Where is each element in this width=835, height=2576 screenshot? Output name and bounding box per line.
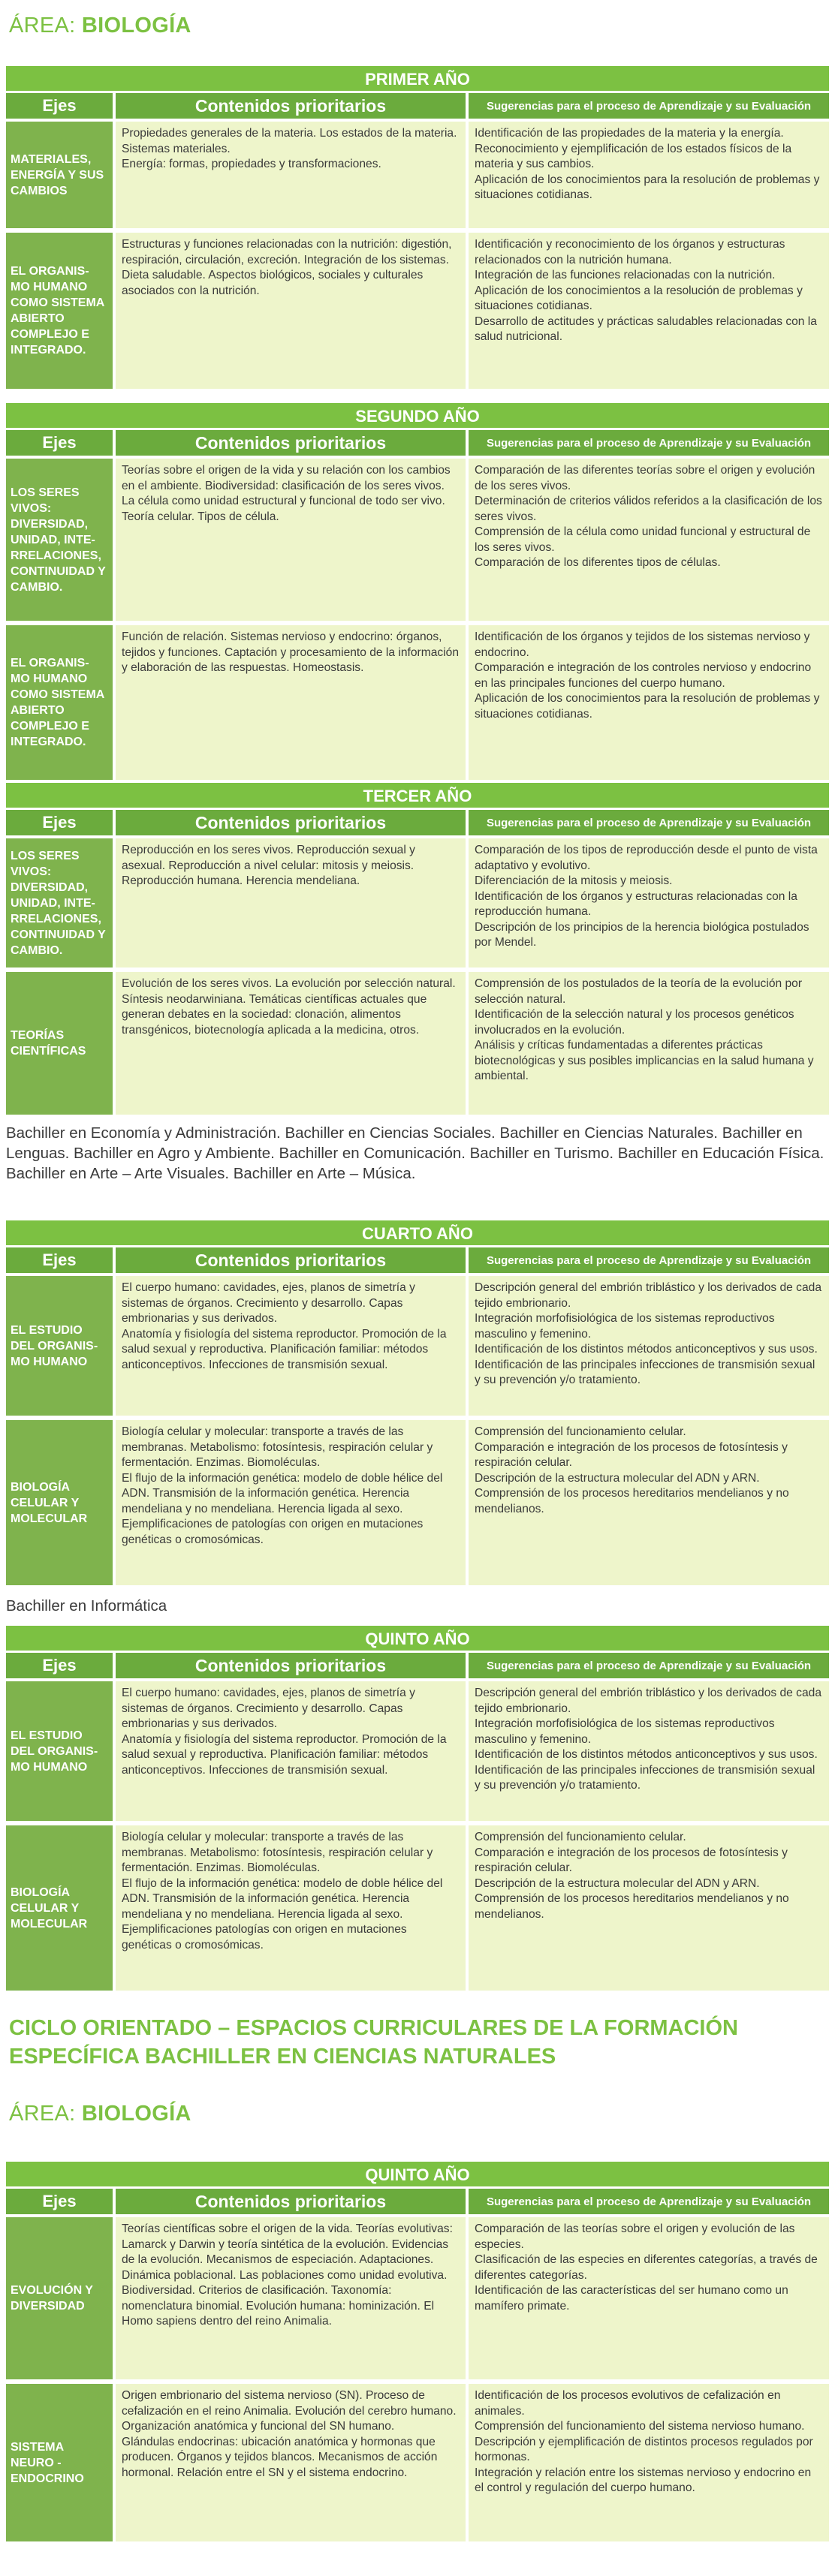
- contenido-text: Biodiversidad. Criterios de clasificación. Taxonomía: nomenclatura binomial. Evolución humana: hominización. El Homo sapiens dentro del reino Animalia.: [122, 2284, 435, 2328]
- sugerencia-text: Comparación e integración de los procesos de fotosíntesis y respiración celular.: [475, 1440, 788, 1469]
- eje-cell: EVOLUCIÓN Y DIVERSIDAD: [6, 2217, 116, 2379]
- sugerencia-text: Comparación de las teorías sobre el origen y evolución de las especies.: [475, 2222, 795, 2251]
- eje-cell: EL ESTUDIO DEL ORGANIS-MO HUMANO: [6, 1681, 116, 1821]
- sugerencias-cell: [469, 1276, 829, 1416]
- column-headers: [6, 2189, 829, 2217]
- column-headers: [6, 1247, 829, 1276]
- contenido-text: Anatomía y fisiología del sistema reproductor. Promoción de la salud sexual y reproductiva. Planificación familiar: métodos anticonceptivos. Infecciones de transmisión sexual.: [122, 1732, 447, 1777]
- eje-cell: BIOLOGÍA CELULAR Y MOLECULAR: [6, 1825, 116, 1991]
- column-header-ejes: Ejes: [6, 1247, 116, 1273]
- column-header-sugerencias: Sugerencias para el proceso de Aprendizaje y su Evaluación: [469, 2189, 829, 2214]
- sugerencias-cell: [469, 838, 829, 968]
- contenido-text: Energía: formas, propiedades y transformaciones.: [122, 158, 381, 170]
- sugerencia-text: Comparación de los tipos de reproducción desde el punto de vista adaptativo y evolutivo.: [475, 844, 818, 872]
- sugerencia-text: Integración de las funciones relacionadas con la nutrición.: [475, 269, 776, 281]
- sugerencia-text: Comprensión del funcionamiento del sistema nervioso humano.: [475, 2420, 805, 2433]
- sugerencia-text: Identificación de la selección natural y los procesos genéticos involucrados en la evolución.: [475, 1008, 794, 1037]
- table-cuarto-ano: [6, 1220, 829, 1585]
- contenidos-cell: [116, 459, 469, 621]
- sugerencia-text: Descripción general del embrión triblástico y los derivados de cada tejido embrionario.: [475, 1687, 821, 1715]
- column-header-contenidos: Contenidos prioritarios: [116, 2189, 469, 2214]
- column-headers: [6, 93, 829, 122]
- eje-cell: SISTEMA NEURO - ENDOCRINO: [6, 2384, 116, 2541]
- sugerencia-text: Descripción general del embrión triblástico y los derivados de cada tejido embrionario.: [475, 1281, 821, 1310]
- table-row: [6, 2217, 829, 2384]
- contenido-text: Evolución de los seres vivos. La evolución por selección natural. Síntesis neodarwiniana. Temáticas científicas actuales que generan debates en la sociedad: clonación, alimentos transgénicos, biotecnología aplicada a la medicina, otros.: [122, 977, 456, 1037]
- column-header-sugerencias: Sugerencias para el proceso de Aprendizaje y su Evaluación: [469, 430, 829, 456]
- table-tercer-ano: [6, 783, 829, 1115]
- sugerencia-text: Identificación de los órganos y estructuras relacionadas con la reproducción humana.: [475, 889, 797, 918]
- contenidos-cell: [116, 2384, 469, 2541]
- contenidos-cell: [116, 122, 469, 228]
- sugerencia-text: Identificación de las principales infecciones de transmisión sexual y su prevención y/o tratamiento.: [475, 1358, 815, 1386]
- contenido-text: Dinámica poblacional. Las poblaciones como unidad evolutiva.: [122, 2268, 448, 2282]
- contenidos-cell: [116, 1681, 469, 1821]
- area-name: BIOLOGÍA: [81, 14, 191, 38]
- column-header-ejes: Ejes: [6, 430, 116, 456]
- sugerencia-text: Comparación de las diferentes teorías sobre el origen y evolución de los seres vivos.: [475, 464, 815, 492]
- table-row: [6, 233, 829, 389]
- sugerencia-text: Identificación de los distintos métodos anticonceptivos y sus usos.: [475, 1343, 818, 1356]
- column-header-ejes: Ejes: [6, 810, 116, 835]
- contenidos-cell: [116, 1420, 469, 1585]
- sugerencia-text: Identificación de los distintos métodos anticonceptivos y sus usos.: [475, 1748, 818, 1761]
- year-header: QUINTO AÑO: [6, 1626, 829, 1653]
- bachiller-informatica-caption: Bachiller en Informática: [6, 1597, 167, 1615]
- eje-cell: MATERIALES, ENERGÍA Y SUS CAMBIOS: [6, 122, 116, 228]
- sugerencia-text: Comprensión de los procesos hereditarios mendelianos y no mendelianos.: [475, 1892, 789, 1921]
- column-header-ejes: Ejes: [6, 2189, 116, 2214]
- table-row: [6, 625, 829, 780]
- contenido-text: Teorías científicas sobre el origen de la vida. Teorías evolutivas: Lamarck y Darwin y teoría sintética de la evolución. Evidencias de la evolución. Mecanismos de especiación. Adaptaciones.: [122, 2222, 453, 2266]
- sugerencia-text: Comprensión de la célula como unidad funcional y estructural de los seres vivos.: [475, 525, 811, 554]
- eje-cell: EL ORGANIS-MO HUMANO COMO SISTEMA ABIERTO COMPLEJO E INTEGRADO.: [6, 625, 116, 780]
- contenido-text: Estructuras y funciones relacionadas con la nutrición: digestión, respiración, circulación, excreción. Integración de los sistemas. Dieta saludable. Aspectos biológicos, sociales y culturales asociados con la nutrición.: [122, 238, 452, 297]
- contenido-text: Biología celular y molecular: transporte a través de las membranas. Metabolismo: fotosíntesis, respiración celular y fermentación. Enzimas. Biomoléculas.: [122, 1831, 433, 1874]
- sugerencias-cell: [469, 2217, 829, 2379]
- area-label: ÁREA:: [9, 14, 76, 38]
- contenido-text: Función de relación. Sistemas nervioso y endocrino: órganos, tejidos y funciones. Captación y procesamiento de la información y elaboración de las respuestas. Homeostasis.: [122, 630, 459, 674]
- eje-cell: TEORÍAS CIENTÍFICAS: [6, 972, 116, 1115]
- sugerencia-text: Comprensión de los procesos hereditarios mendelianos y no mendelianos.: [475, 1487, 789, 1515]
- sugerencia-text: Clasificación de las especies en diferentes categorías, a través de diferentes categorías.: [475, 2253, 818, 2282]
- eje-cell: LOS SERES VIVOS: DIVERSIDAD, UNIDAD, INTE-RRELACIONES, CONTINUIDAD Y CAMBIO.: [6, 838, 116, 968]
- table-quinto-ano-cn: [6, 2162, 829, 2541]
- contenido-text: Anatomía y fisiología del sistema reproductor. Promoción de la salud sexual y reproductiva. Planificación familiar: métodos anticonceptivos. Infecciones de transmisión sexual.: [122, 1327, 447, 1371]
- sugerencias-cell: [469, 233, 829, 389]
- table-row: [6, 1276, 829, 1420]
- eje-cell: BIOLOGÍA CELULAR Y MOLECULAR: [6, 1420, 116, 1585]
- sugerencia-text: Integración morfofisiológica de los sistemas reproductivos masculino y femenino.: [475, 1717, 775, 1746]
- sugerencia-text: Integración y relación entre los sistemas nervioso y endocrino en el control y regulación del cuerpo humano.: [475, 2466, 812, 2494]
- sugerencia-text: Diferenciación de la mitosis y meiosis.: [475, 874, 673, 887]
- sugerencias-cell: [469, 122, 829, 228]
- year-header: SEGUNDO AÑO: [6, 403, 829, 430]
- sugerencia-text: Descripción de la estructura molecular del ADN y ARN.: [475, 1471, 760, 1485]
- contenido-text: Reproducción en los seres vivos. Reproducción sexual y asexual. Reproducción a nivel celular: mitosis y meiosis. Reproducción humana. Herencia mendeliana.: [122, 844, 415, 887]
- sugerencia-text: Aplicación de los conocimientos a la resolución de problemas y situaciones cotidianas.: [475, 284, 803, 312]
- table-row: [6, 2384, 829, 2541]
- year-header: QUINTO AÑO: [6, 2162, 829, 2189]
- sugerencia-text: Análisis y críticas fundamentadas a diferentes prácticas biotecnológicas y sus posibles implicancias en la salud humana y ambiental.: [475, 1039, 814, 1082]
- column-header-contenidos: Contenidos prioritarios: [116, 430, 469, 456]
- contenidos-cell: [116, 972, 469, 1115]
- area-label: ÁREA:: [9, 2102, 76, 2126]
- table-primer-ano: [6, 66, 829, 389]
- sugerencia-text: Comparación e integración de los procesos de fotosíntesis y respiración celular.: [475, 1846, 788, 1874]
- eje-cell: EL ORGANIS-MO HUMANO COMO SISTEMA ABIERTO COMPLEJO E INTEGRADO.: [6, 233, 116, 389]
- table-row: [6, 838, 829, 972]
- column-header-sugerencias: Sugerencias para el proceso de Aprendizaje y su Evaluación: [469, 1653, 829, 1678]
- area-name: BIOLOGÍA: [81, 2102, 191, 2126]
- column-header-sugerencias: Sugerencias para el proceso de Aprendizaje y su Evaluación: [469, 1247, 829, 1273]
- sugerencia-text: Descripción y ejemplificación de distintos procesos regulados por hormonas.: [475, 2435, 813, 2463]
- sugerencia-text: Identificación de los procesos evolutivos de cefalización en animales.: [475, 2389, 781, 2418]
- year-header: TERCER AÑO: [6, 783, 829, 810]
- sugerencias-cell: [469, 1681, 829, 1821]
- sugerencia-text: Identificación de las principales infecciones de transmisión sexual y su prevención y/o tratamiento.: [475, 1763, 815, 1792]
- sugerencias-cell: [469, 625, 829, 780]
- table-row: [6, 1420, 829, 1585]
- sugerencia-text: Determinación de criterios válidos referidos a la clasificación de los seres vivos.: [475, 495, 822, 523]
- column-header-contenidos: Contenidos prioritarios: [116, 810, 469, 835]
- sugerencia-text: Comparación de los diferentes tipos de células.: [475, 556, 721, 569]
- sugerencia-text: Integración morfofisiológica de los sistemas reproductivos masculino y femenino.: [475, 1312, 775, 1341]
- column-header-contenidos: Contenidos prioritarios: [116, 1653, 469, 1678]
- contenido-text: El flujo de la información genética: modelo de doble hélice del ADN. Transmisión de la información genética. Herencia mendeliana y no mendeliana. Herencia ligada al sexo. Ejemplificaciones de patologías con origen en mutaciones genéticas o cromosómicas.: [122, 1471, 443, 1546]
- section-title: CICLO ORIENTADO – ESPACIOS CURRICULARES DE LA FORMACIÓN ESPECÍFICA BACHILLER EN CIENCIAS NATURALES: [9, 2016, 738, 2069]
- column-header-contenidos: Contenidos prioritarios: [116, 93, 469, 119]
- column-header-ejes: Ejes: [6, 1653, 116, 1678]
- contenidos-cell: [116, 838, 469, 968]
- sugerencia-text: Identificación y reconocimiento de los órganos y estructuras relacionados con la nutrición humana.: [475, 238, 785, 266]
- contenido-text: Glándulas endocrinas: ubicación anatómica y hormonas que producen. Órganos y tejidos blancos. Mecanismos de acción hormonal. Relación entre el SN y el sistema endocrino.: [122, 2435, 438, 2479]
- sugerencias-cell: [469, 972, 829, 1115]
- sugerencia-text: Identificación de las propiedades de la materia y la energía.: [475, 127, 784, 140]
- column-header-contenidos: Contenidos prioritarios: [116, 1247, 469, 1273]
- sugerencia-text: Aplicación de los conocimientos para la resolución de problemas y situaciones cotidianas.: [475, 692, 820, 721]
- column-headers: [6, 430, 829, 459]
- sugerencia-text: Identificación de los órganos y tejidos de los sistemas nervioso y endocrino.: [475, 630, 810, 659]
- column-headers: [6, 810, 829, 838]
- table-row: [6, 972, 829, 1115]
- area-title-2: [9, 2102, 191, 2126]
- eje-cell: LOS SERES VIVOS: DIVERSIDAD, UNIDAD, INTE-RRELACIONES, CONTINUIDAD Y CAMBIO.: [6, 459, 116, 621]
- contenidos-cell: [116, 625, 469, 780]
- sugerencia-text: Identificación de las características del ser humano como un mamífero primate.: [475, 2284, 788, 2313]
- sugerencia-text: Reconocimiento y ejemplificación de los estados físicos de la materia y sus cambios.: [475, 142, 792, 170]
- year-header: PRIMER AÑO: [6, 66, 829, 93]
- sugerencia-text: Comparación e integración de los controles nervioso y endocrino en las principales funciones del cuerpo humano.: [475, 661, 812, 690]
- sugerencia-text: Aplicación de los conocimientos para la resolución de problemas y situaciones cotidianas.: [475, 173, 820, 201]
- column-headers: [6, 1653, 829, 1681]
- sugerencia-text: Comprensión del funcionamiento celular.: [475, 1831, 686, 1843]
- table-row: [6, 459, 829, 625]
- table-row: [6, 1825, 829, 1991]
- contenido-text: Propiedades generales de la materia. Los estados de la materia. Sistemas materiales.: [122, 127, 457, 155]
- table-segundo-ano: [6, 403, 829, 780]
- sugerencias-cell: [469, 2384, 829, 2541]
- table-row: [6, 1681, 829, 1825]
- contenido-text: El cuerpo humano: cavidades, ejes, planos de simetría y sistemas de órganos. Crecimiento y desarrollo. Capas embrionarias y sus derivados.: [122, 1281, 415, 1325]
- sugerencia-text: Descripción de la estructura molecular del ADN y ARN.: [475, 1876, 760, 1890]
- contenido-text: Origen embrionario del sistema nervioso (SN). Proceso de cefalización en el reino Animalia. Evolución del cerebro humano. Organización anatómica y funcional del SN humano.: [122, 2389, 457, 2433]
- table-row: [6, 122, 829, 233]
- sugerencia-text: Comprensión de los postulados de la teoría de la evolución por selección natural.: [475, 977, 803, 1006]
- sugerencias-cell: [469, 1825, 829, 1991]
- column-header-sugerencias: Sugerencias para el proceso de Aprendizaje y su Evaluación: [469, 810, 829, 835]
- sugerencia-text: Descripción de los principios de la herencia biológica postulados por Mendel.: [475, 920, 809, 949]
- sugerencia-text: Comprensión del funcionamiento celular.: [475, 1425, 686, 1438]
- column-header-sugerencias: Sugerencias para el proceso de Aprendizaje y su Evaluación: [469, 93, 829, 119]
- contenidos-cell: [116, 1825, 469, 1991]
- contenidos-cell: [116, 233, 469, 389]
- table-quinto-ano: [6, 1626, 829, 1991]
- sugerencia-text: Desarrollo de actitudes y prácticas saludables relacionadas con la salud nutricional.: [475, 314, 817, 343]
- column-header-ejes: Ejes: [6, 93, 116, 119]
- contenido-text: El cuerpo humano: cavidades, ejes, planos de simetría y sistemas de órganos. Crecimiento y desarrollo. Capas embrionarias y sus derivados.: [122, 1687, 415, 1730]
- eje-cell: EL ESTUDIO DEL ORGANIS-MO HUMANO: [6, 1276, 116, 1416]
- contenidos-cell: [116, 2217, 469, 2379]
- sugerencias-cell: [469, 459, 829, 621]
- year-header: CUARTO AÑO: [6, 1220, 829, 1247]
- area-title: [9, 14, 191, 38]
- contenido-text: Teorías sobre el origen de la vida y su relación con los cambios en el ambiente. Biodiversidad: clasificación de los seres vivos. La célula como unidad estructural y funcional de todo ser vivo. Teoría celular. Tipos de célula.: [122, 464, 451, 523]
- contenido-text: Biología celular y molecular: transporte a través de las membranas. Metabolismo: fotosíntesis, respiración celular y fermentación. Enzimas. Biomoléculas.: [122, 1425, 433, 1469]
- contenido-text: El flujo de la información genética: modelo de doble hélice del ADN. Transmisión de la información genética. Herencia mendeliana y no mendeliana. Herencia ligada al sexo. Ejemplificaciones patologías con origen en mutaciones genéticas o cromosómicas.: [122, 1876, 443, 1952]
- contenidos-cell: [116, 1276, 469, 1416]
- sugerencias-cell: [469, 1420, 829, 1585]
- bachiller-list-caption: Bachiller en Economía y Administración. Bachiller en Ciencias Sociales. Bachiller en Ciencias Naturales. Bachiller en Lenguas. Bachiller en Agro y Ambiente. Bachiller en Comunicación. Bachiller en Turismo. Bachiller en Educación Física. Bachiller en Arte – Arte Visuales. Bachiller en Arte – Música.: [6, 1124, 824, 1182]
